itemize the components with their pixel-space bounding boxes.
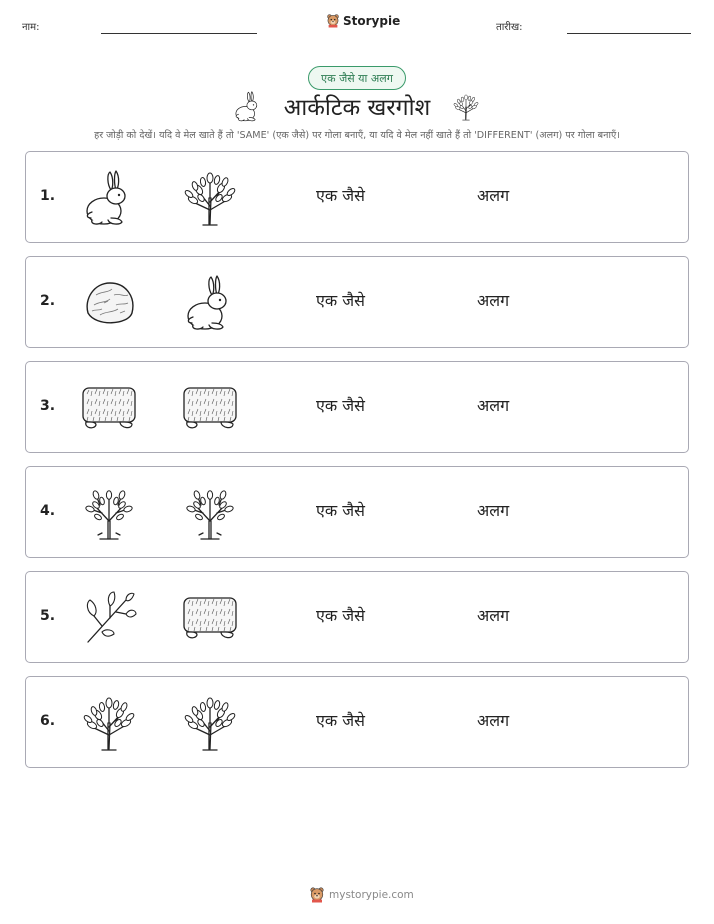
exercise-row [25,676,689,768]
exercise-row [25,466,689,558]
different-option[interactable]: अलग [477,501,510,520]
date-line[interactable] [567,33,691,34]
exercise-row [25,361,689,453]
exercise-row [25,256,689,348]
row-number: 3. [40,398,56,414]
same-option[interactable]: एक जैसे [316,501,365,520]
shrub-icon [181,483,239,543]
same-option[interactable]: एक जैसे [316,186,365,205]
brand-logo [326,13,400,28]
instruction-text: हर जोड़ी को देखें। यदि वे मेल खाते हैं तो 'SAME' (एक जैसे) पर गोला बनाएँ, या यदि वे मेल नहीं खाते हैं तो 'DIFFERENT' (अलग) पर गोला बनाएँ। [94,130,620,141]
different-option[interactable]: अलग [477,186,510,205]
row-number: 4. [40,503,56,519]
worksheet-header [0,0,714,40]
footer-url: mystorypie.com [329,888,414,901]
fur-patch-icon [181,378,239,438]
row-number: 6. [40,713,56,729]
exercise-row [25,571,689,663]
name-label: नाम: [22,22,40,33]
date-label: तारीख: [496,22,523,33]
shrub-icon [80,483,138,543]
rabbit-icon [181,273,239,333]
name-line[interactable] [101,33,257,34]
tree-icon [181,168,239,228]
same-option[interactable]: एक जैसे [316,291,365,310]
page-title: आर्कटिक खरगोश [283,95,431,121]
rock-icon [80,273,138,333]
same-option[interactable]: एक जैसे [316,711,365,730]
tree-icon [181,693,239,753]
row-number: 5. [40,608,56,624]
footer [309,886,414,903]
row-number: 2. [40,293,56,309]
bear-mascot-icon [309,886,325,903]
different-option[interactable]: अलग [477,606,510,625]
twig-icon [80,588,138,648]
row-number: 1. [40,188,56,204]
rabbit-icon [80,168,138,228]
different-option[interactable]: अलग [477,291,510,310]
brand-name: Storypie [343,13,401,28]
different-option[interactable]: अलग [477,396,510,415]
same-option[interactable]: एक जैसे [316,396,365,415]
fur-patch-icon [181,588,239,648]
tree-icon [452,92,480,122]
exercise-row [25,151,689,243]
different-option[interactable]: अलग [477,711,510,730]
fur-patch-icon [80,378,138,438]
worksheet-type-badge: एक जैसे या अलग [308,66,406,90]
same-option[interactable]: एक जैसे [316,606,365,625]
bear-mascot-icon [326,13,340,28]
tree-icon [80,693,138,753]
